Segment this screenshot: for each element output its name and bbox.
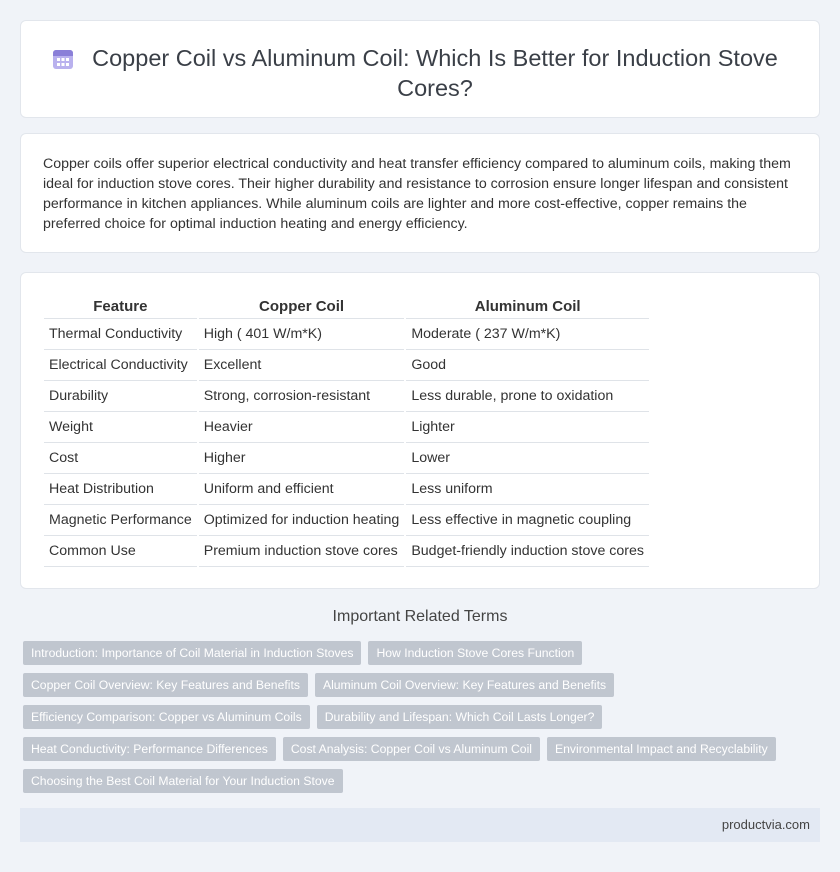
table-cell: Less effective in magnetic coupling	[406, 505, 649, 536]
table-cell: Lower	[406, 443, 649, 474]
table-cell: Common Use	[44, 536, 197, 567]
title-card	[20, 20, 820, 118]
related-term-link[interactable]: Aluminum Coil Overview: Key Features and Benefits	[315, 673, 614, 697]
related-term-link[interactable]: Durability and Lifespan: Which Coil Lasts Longer?	[317, 705, 603, 729]
table-cell: Heavier	[199, 412, 405, 443]
related-term-link[interactable]: Environmental Impact and Recyclability	[547, 737, 776, 761]
table-cell: Moderate ( 237 W/m*K)	[406, 319, 649, 350]
related-terms-heading: Important Related Terms	[332, 608, 508, 625]
footer	[20, 808, 820, 842]
table-row	[44, 505, 649, 536]
comparison-table	[42, 295, 651, 567]
table-row	[44, 381, 649, 412]
column-header-copper: Copper Coil	[199, 295, 405, 319]
table-cell: Durability	[44, 381, 197, 412]
table-row	[44, 350, 649, 381]
table-cell: High ( 401 W/m*K)	[199, 319, 405, 350]
table-cell: Higher	[199, 443, 405, 474]
related-term-link[interactable]: Copper Coil Overview: Key Features and Benefits	[23, 673, 308, 697]
table-row	[44, 319, 649, 350]
table-cell: Magnetic Performance	[44, 505, 197, 536]
table-row	[44, 474, 649, 505]
related-term-link[interactable]: Choosing the Best Coil Material for Your Induction Stove	[23, 769, 343, 793]
table-cell: Lighter	[406, 412, 649, 443]
related-terms-list	[23, 641, 783, 793]
column-header-feature: Feature	[44, 295, 197, 319]
table-cell: Uniform and efficient	[199, 474, 405, 505]
intro-card	[20, 133, 820, 253]
column-header-aluminum: Aluminum Coil	[406, 295, 649, 319]
table-cell: Excellent	[199, 350, 405, 381]
page-title: Copper Coil vs Aluminum Coil: Which Is Better for Induction Stove Cores?	[92, 45, 778, 101]
comparison-card	[20, 272, 820, 589]
table-cell: Budget-friendly induction stove cores	[406, 536, 649, 567]
related-term-link[interactable]: Introduction: Importance of Coil Material in Induction Stoves	[23, 641, 361, 665]
related-term-link[interactable]: Heat Conductivity: Performance Differences	[23, 737, 276, 761]
table-row	[44, 536, 649, 567]
table-cell: Cost	[44, 443, 197, 474]
table-cell: Thermal Conductivity	[44, 319, 197, 350]
table-row	[44, 443, 649, 474]
footer-site-link[interactable]: productvia.com	[721, 817, 810, 832]
table-cell: Premium induction stove cores	[199, 536, 405, 567]
related-term-link[interactable]: Efficiency Comparison: Copper vs Aluminum Coils	[23, 705, 310, 729]
related-term-link[interactable]: How Induction Stove Cores Function	[368, 641, 582, 665]
table-cell: Weight	[44, 412, 197, 443]
table-cell: Electrical Conductivity	[44, 350, 197, 381]
table-cell: Less uniform	[406, 474, 649, 505]
table-cell: Heat Distribution	[44, 474, 197, 505]
table-row	[44, 412, 649, 443]
intro-paragraph: Copper coils offer superior electrical conductivity and heat transfer efficiency compared to aluminum coils, making them ideal for induction stove cores. Their higher durability and resistance to corrosion ensure longer lifespan and consistent performance in kitchen appliances. While aluminum coils are lighter and more cost-effective, copper remains the preferred choice for optimal induction heating and energy efficiency.	[43, 156, 791, 232]
table-cell: Less durable, prone to oxidation	[406, 381, 649, 412]
related-term-link[interactable]: Cost Analysis: Copper Coil vs Aluminum Coil	[283, 737, 540, 761]
table-cell: Good	[406, 350, 649, 381]
table-header-row	[44, 295, 649, 319]
table-cell: Optimized for induction heating	[199, 505, 405, 536]
table-cell: Strong, corrosion-resistant	[199, 381, 405, 412]
